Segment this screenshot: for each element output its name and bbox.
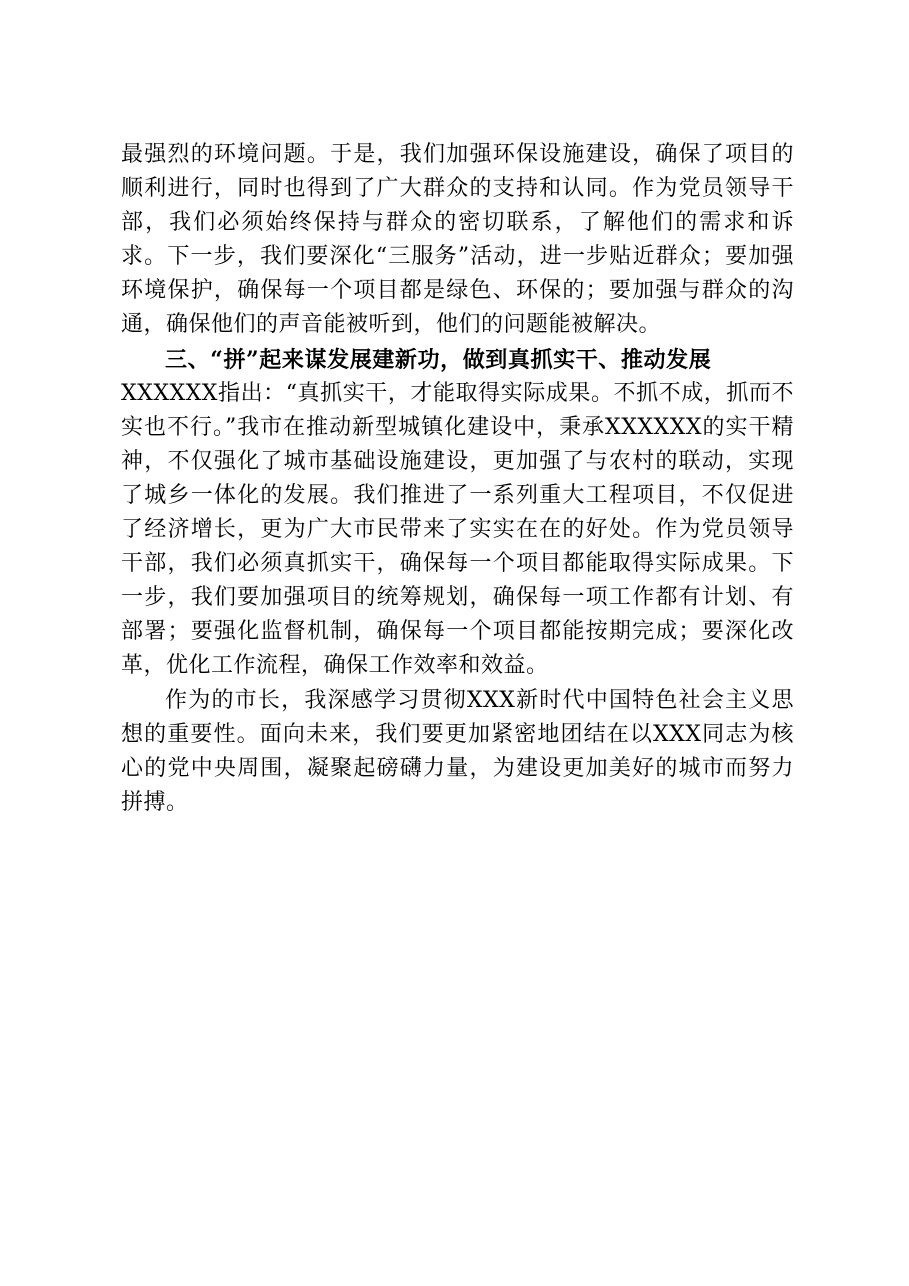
document-body (121, 138, 794, 820)
section-heading-three: 三、“拼”起来谋发展建新功，做到真抓实干、推动发展 (165, 346, 712, 373)
body-paragraph-practical-work: XXXXXX指出：“真抓实干，才能取得实际成果。不抓不成，抓而不实也不行。”我市在推动新型城镇化建设中，秉承XXXXXX的实干精神，不仅强化了城市基础设施建设，更加强了与农村的联动，实现了城乡一体化的发展。我们推进了一系列重大工程项目，不仅促进了经济增长，更为广大市民带来了实实在在的好处。作为党员领导干部，我们必须真抓实干，确保每一个项目都能取得实际成果。下一步，我们要加强项目的统筹规划，确保每一项工作都有计划、有部署；要强化监督机制，确保每一个项目都能按期完成；要深化改革，优化工作流程，确保工作效率和效益。 (121, 380, 794, 679)
body-paragraph-environment: 最强烈的环境问题。于是，我们加强环保设施建设，确保了项目的顺利进行，同时也得到了广大群众的支持和认同。作为党员领导干部，我们必须始终保持与群众的密切联系，了解他们的需求和诉求。下一步，我们要深化“三服务”活动，进一步贴近群众；要加强环境保护，确保每一个项目都是绿色、环保的；要加强与群众的沟通，确保他们的声音能被听到，他们的问题能被解决。 (121, 142, 794, 338)
body-paragraph-conclusion: 作为的市长，我深感学习贯彻XXX新时代中国特色社会主义思想的重要性。面向未来，我们要更加紧密地团结在以XXX同志为核心的党中央周围，凝聚起磅礴力量，为建设更加美好的城市而努力拼搏。 (121, 687, 794, 815)
